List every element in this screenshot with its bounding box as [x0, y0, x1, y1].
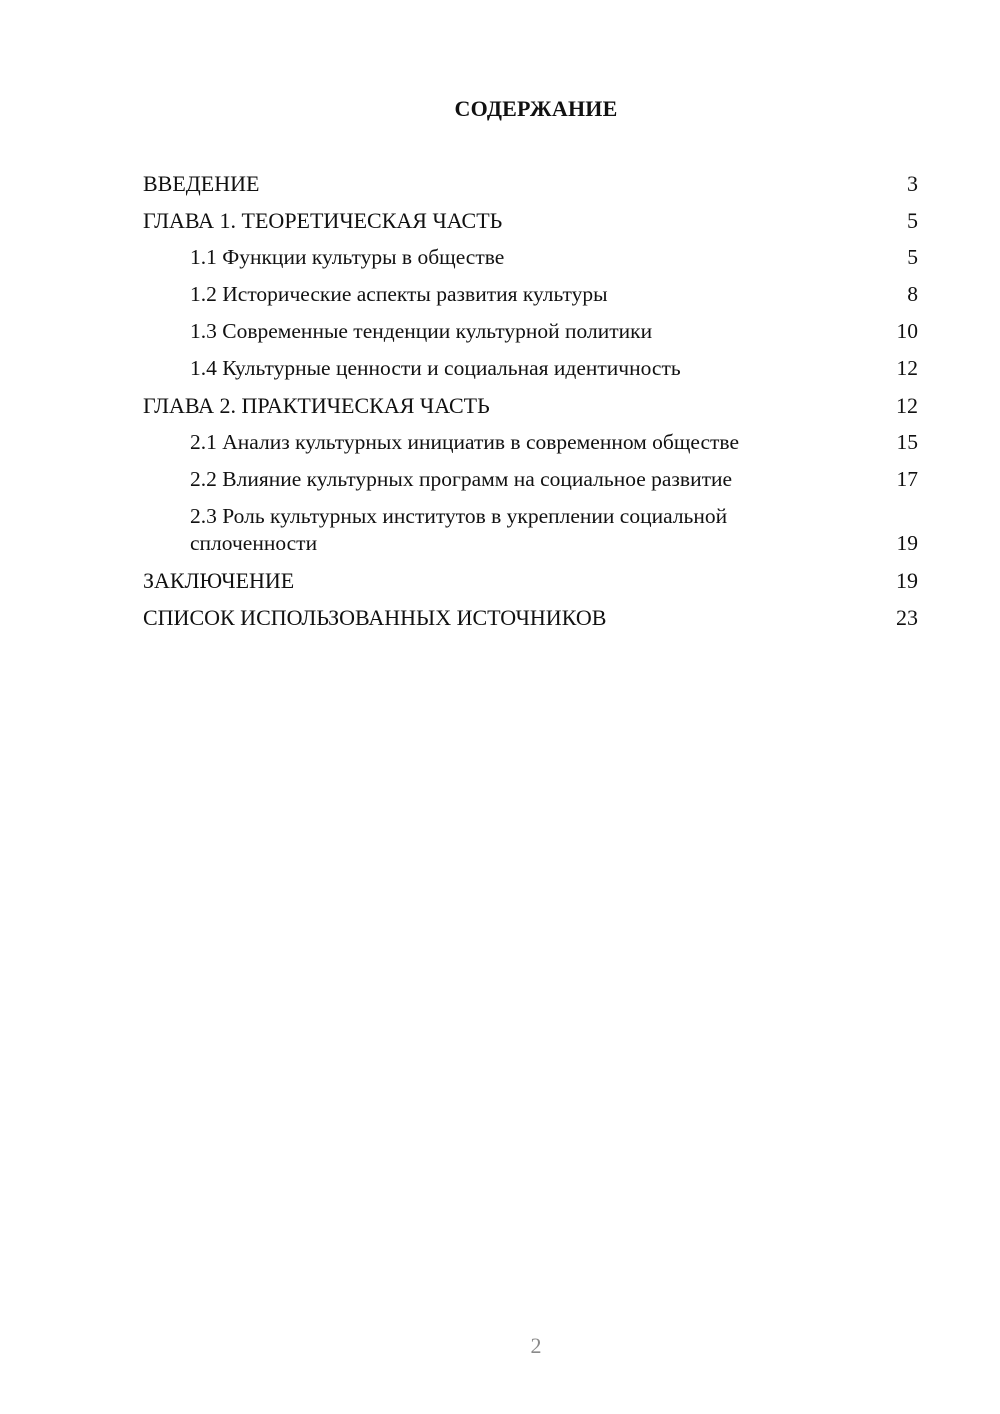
toc-item-page: 17 — [896, 467, 918, 491]
toc-item-page: 19 — [896, 568, 918, 593]
toc-item-section-1-4[interactable] — [143, 355, 918, 382]
toc-item-label: СПИСОК ИСПОЛЬЗОВАННЫХ ИСТОЧНИКОВ — [143, 605, 607, 630]
toc-item-section-1-3[interactable] — [143, 318, 918, 345]
toc-item-label: 1.3 Современные тенденции культурной политики — [190, 319, 653, 343]
toc-item-page: 3 — [907, 171, 918, 196]
toc-item-section-2-1[interactable] — [143, 429, 918, 456]
toc-item-section-1-1[interactable] — [143, 244, 918, 271]
toc-item-page: 15 — [896, 430, 918, 454]
toc-item-label: ГЛАВА 1. ТЕОРЕТИЧЕСКАЯ ЧАСТЬ — [143, 208, 503, 233]
toc-item-chapter-1[interactable] — [143, 207, 918, 234]
toc-item-label: 2.2 Влияние культурных программ на социальное развитие — [190, 467, 733, 491]
toc-item-section-2-2[interactable] — [143, 466, 918, 493]
toc-item-section-2-3[interactable] — [143, 503, 918, 557]
toc-item-page: 10 — [896, 319, 918, 343]
toc-item-page: 19 — [896, 531, 918, 555]
toc-item-page: 5 — [907, 245, 918, 269]
toc-item-label: 1.1 Функции культуры в обществе — [190, 245, 505, 269]
toc-item-page: 12 — [896, 393, 918, 418]
toc-item-page: 5 — [907, 208, 918, 233]
toc-item-label: 1.2 Исторические аспекты развития культуры — [190, 282, 608, 306]
toc-item-chapter-2[interactable] — [143, 392, 918, 419]
toc-item-page: 8 — [907, 282, 918, 306]
toc-item-page: 23 — [896, 605, 918, 630]
toc-item-label: ВВЕДЕНИЕ — [143, 171, 260, 196]
toc-item-label: 1.4 Культурные ценности и социальная идентичность — [190, 356, 681, 380]
toc-item-references[interactable] — [143, 604, 918, 631]
toc-item-section-1-2[interactable] — [143, 281, 918, 308]
toc-item-label: 2.1 Анализ культурных инициатив в современном обществе — [190, 430, 739, 454]
toc-heading: СОДЕРЖАНИЕ — [454, 96, 618, 121]
toc-item-label: 2.3 Роль культурных институтов в укреплении социальной сплоченности — [190, 504, 728, 555]
toc-item-introduction[interactable] — [143, 170, 918, 197]
table-of-contents — [143, 170, 918, 641]
page-number: 2 — [530, 1333, 542, 1358]
toc-item-label: ГЛАВА 2. ПРАКТИЧЕСКАЯ ЧАСТЬ — [143, 393, 490, 418]
toc-item-page: 12 — [896, 356, 918, 380]
toc-item-label: ЗАКЛЮЧЕНИЕ — [143, 568, 295, 593]
toc-item-conclusion[interactable] — [143, 567, 918, 594]
